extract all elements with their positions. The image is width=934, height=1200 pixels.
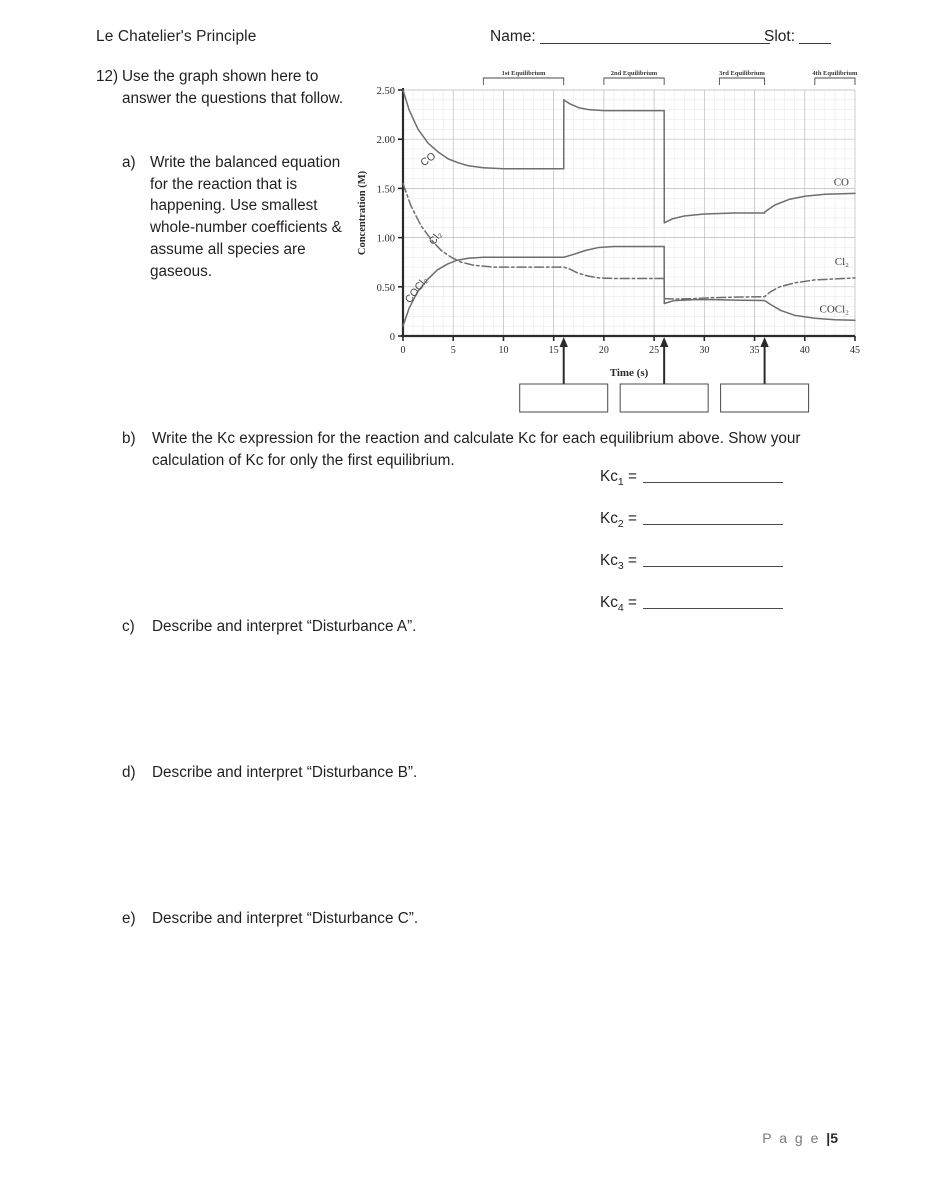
kc-equals: =	[623, 468, 637, 485]
footer-page-word: P a g e	[762, 1130, 821, 1146]
part-d-label: d)	[122, 764, 136, 781]
question-12	[96, 66, 346, 109]
disturbance-markers	[520, 337, 809, 412]
part-e-text: Describe and interpret “Disturbance C”.	[152, 910, 419, 927]
equilibrium-bracket-label: 2nd Equilibrium	[610, 70, 658, 77]
kc-equals: =	[623, 510, 637, 527]
part-a-text: Write the balanced equation for the reaction that is happening. Use smallest whole-number coefficients & assume all species are gaseous.	[150, 154, 342, 280]
x-tick-label: 5	[450, 345, 456, 356]
x-tick-label: 45	[850, 345, 860, 356]
chart-major-gridlines	[403, 90, 855, 336]
part-d-text: Describe and interpret “Disturbance B”.	[152, 764, 418, 781]
equilibrium-bracket	[483, 78, 563, 85]
kc-base: Kc	[600, 468, 618, 485]
equilibrium-bracket-label: 1st Equilibrium	[501, 70, 546, 77]
part-e-label: e)	[122, 910, 136, 927]
curve-label-Cl2: Cl₂	[426, 228, 445, 248]
chart-svg	[352, 62, 872, 422]
page-title: Le Chatelier's Principle	[96, 28, 257, 45]
kc-answer-blank[interactable]	[643, 566, 783, 567]
kc-answer-row	[600, 594, 860, 636]
slot-label: Slot:	[764, 28, 796, 45]
part-b-text: Write the Kc expression for the reaction and calculate Kc for each equilibrium above. Show your calculation of Kc for only the first equilibrium.	[152, 430, 801, 470]
x-axis-title: Time (s)	[609, 367, 649, 379]
x-tick-label: 20	[598, 345, 609, 356]
equilibrium-bracket-label: 4th Equilibrium	[812, 70, 858, 77]
curve-label-COCl2: COCl₂	[402, 274, 431, 306]
question-part-c	[122, 618, 416, 636]
question-part-d	[122, 764, 417, 782]
disturbance-box[interactable]	[520, 384, 608, 412]
kc-label	[600, 552, 637, 572]
concentration-vs-time-chart	[352, 62, 872, 422]
disturbance-arrow-head	[760, 337, 768, 347]
x-tick-label: 30	[699, 345, 710, 356]
y-axis-title: Concentration (M)	[357, 170, 368, 256]
kc-subscript: 3	[617, 560, 624, 573]
kc-answer-row	[600, 468, 860, 510]
x-tick-label: 10	[498, 345, 509, 356]
question-stem: Use the graph shown here to answer the questions that follow.	[122, 68, 344, 107]
curve-label-right-Cl2: Cl₂	[834, 256, 849, 269]
equilibrium-bracket	[815, 78, 855, 85]
x-tick-label: 35	[749, 345, 760, 356]
question-number: 12)	[96, 68, 119, 85]
kc-subscript: 2	[617, 518, 624, 531]
chart-minor-gridlines	[403, 90, 855, 336]
disturbance-box[interactable]	[620, 384, 708, 412]
kc-equals: =	[623, 594, 637, 611]
disturbance-box[interactable]	[721, 384, 809, 412]
equilibrium-bracket	[604, 78, 664, 85]
curve-label-right-COCl2: COCl₂	[819, 303, 849, 316]
series-line-Cl2	[664, 278, 855, 299]
footer-page-number: 5	[830, 1130, 838, 1146]
kc-answer-list	[600, 468, 860, 636]
part-c-label: c)	[122, 618, 135, 635]
name-blank-line[interactable]	[540, 43, 770, 44]
question-part-e	[122, 910, 418, 928]
kc-equals: =	[623, 552, 637, 569]
kc-label	[600, 510, 637, 530]
x-tick-label: 40	[799, 345, 810, 356]
y-tick-label: 1.50	[376, 184, 395, 196]
curve-label-CO: CO	[418, 150, 439, 170]
name-field-label	[490, 28, 770, 46]
y-tick-label: 1.00	[376, 233, 395, 245]
equilibrium-brackets	[483, 78, 855, 85]
part-b-label: b)	[122, 430, 136, 447]
kc-answer-blank[interactable]	[643, 608, 783, 609]
kc-label	[600, 468, 637, 488]
slot-field-label	[764, 28, 831, 46]
y-tick-label: 0.50	[376, 282, 395, 294]
equilibrium-bracket	[719, 78, 764, 85]
kc-answer-blank[interactable]	[643, 482, 783, 483]
y-tick-label: 2.00	[376, 135, 395, 147]
kc-answer-row	[600, 552, 860, 594]
y-tick-label: 2.50	[376, 86, 395, 97]
x-tick-label: 0	[400, 345, 406, 356]
curve-label-right-CO: CO	[833, 176, 849, 189]
footer-separator: |	[826, 1130, 831, 1146]
disturbance-arrow-head	[560, 337, 568, 347]
equilibrium-bracket-label: 3rd Equilibrium	[719, 70, 765, 77]
slot-blank-line[interactable]	[799, 43, 831, 44]
kc-answer-row	[600, 510, 860, 552]
part-a-label: a)	[122, 154, 136, 171]
series-CO	[403, 90, 855, 223]
x-tick-label: 15	[548, 345, 559, 356]
question-part-a	[122, 152, 347, 282]
series-COCl2	[403, 246, 855, 326]
name-label: Name:	[490, 28, 536, 45]
page-footer	[762, 1130, 838, 1146]
part-c-text: Describe and interpret “Disturbance A”.	[152, 618, 417, 635]
kc-base: Kc	[600, 594, 618, 611]
disturbance-arrow-head	[660, 337, 668, 347]
kc-base: Kc	[600, 510, 618, 527]
y-tick-label: 0	[389, 332, 395, 343]
kc-base: Kc	[600, 552, 618, 569]
kc-subscript: 4	[617, 602, 624, 615]
kc-label	[600, 594, 637, 614]
kc-subscript: 1	[617, 476, 624, 489]
x-tick-label: 25	[649, 345, 660, 356]
question-part-b	[122, 428, 832, 472]
kc-answer-blank[interactable]	[643, 524, 783, 525]
